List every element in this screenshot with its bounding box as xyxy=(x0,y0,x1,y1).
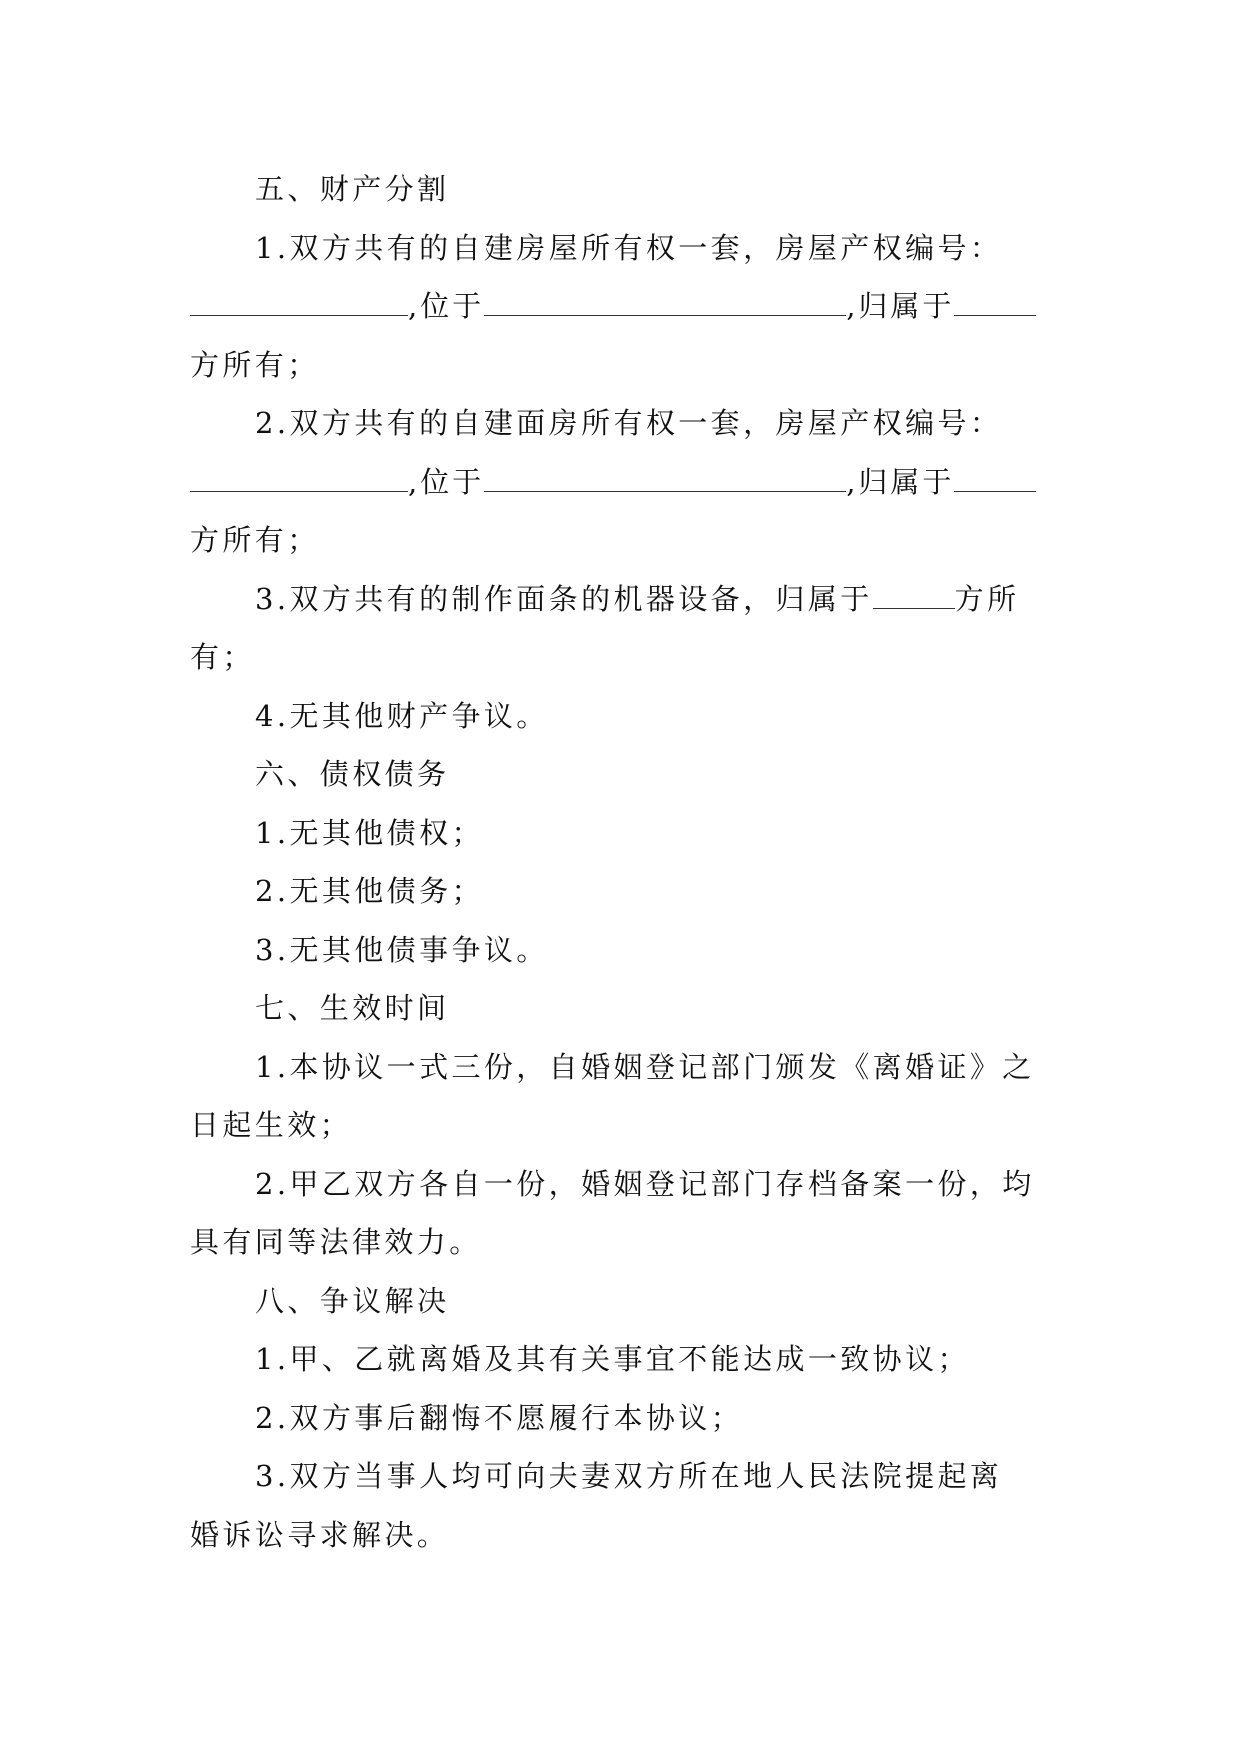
section-8-heading: 八、争议解决 xyxy=(255,1283,450,1318)
property-item-3-tail: 有； xyxy=(190,640,255,674)
property-item-3-after: 方所 xyxy=(954,581,1020,616)
property-item-2-tail: 方所有； xyxy=(190,523,320,557)
effect-item-2: 2.甲乙双方各自一份，婚姻登记部门存档备案一份，均 xyxy=(255,1166,1035,1201)
dispute-item-3-cont: 婚诉讼寻求解决。 xyxy=(190,1517,450,1552)
property-item-4: 4.无其他财产争议。 xyxy=(255,698,549,733)
property-item-1-fields xyxy=(190,277,1052,336)
section-5-heading: 五、财产分割 xyxy=(255,172,450,206)
located-label: ,位于 xyxy=(408,289,485,323)
property-id-blank[interactable] xyxy=(190,289,408,316)
property-item-1: 1.双方共有的自建房屋所有权一套，房屋产权编号： xyxy=(255,230,1003,265)
dispute-item-2: 2.双方事后翻悔不愿履行本协议； xyxy=(255,1400,744,1435)
property-item-3-text: 3.双方共有的制作面条的机器设备，归属于 xyxy=(255,581,873,616)
effect-item-2-cont: 具有同等法律效力。 xyxy=(190,1225,482,1259)
property-item-2-fields xyxy=(190,453,1052,512)
property-item-2: 2.双方共有的自建面房所有权一套，房屋产权编号： xyxy=(255,406,1003,440)
belongs-label: ,归属于 xyxy=(846,289,955,323)
property-item-1-tail: 方所有； xyxy=(190,347,320,382)
debt-item-3: 3.无其他债事争议。 xyxy=(255,932,549,967)
belongs-label: ,归属于 xyxy=(846,464,955,499)
section-7-heading: 七、生效时间 xyxy=(255,991,450,1025)
effect-item-1-cont: 日起生效； xyxy=(190,1108,353,1142)
owner-blank[interactable] xyxy=(954,289,1036,316)
document-page xyxy=(190,160,1052,1564)
property-item-3 xyxy=(190,570,1052,629)
location-blank[interactable] xyxy=(484,465,846,492)
debt-item-1: 1.无其他债权； xyxy=(255,815,484,850)
location-blank[interactable] xyxy=(484,289,846,316)
effect-item-1: 1.本协议一式三份，自婚姻登记部门颁发《离婚证》之 xyxy=(255,1049,1035,1084)
owner-blank[interactable] xyxy=(873,582,955,609)
section-6-heading: 六、债权债务 xyxy=(255,757,450,791)
debt-item-2: 2.无其他债务； xyxy=(255,874,484,908)
owner-blank[interactable] xyxy=(954,465,1036,492)
dispute-item-3: 3.双方当事人均可向夫妻双方所在地人民法院提起离 xyxy=(255,1459,1003,1493)
property-id-blank[interactable] xyxy=(190,465,408,492)
dispute-item-1: 1.甲、乙就离婚及其有关事宜不能达成一致协议； xyxy=(255,1342,970,1376)
located-label: ,位于 xyxy=(408,464,485,499)
